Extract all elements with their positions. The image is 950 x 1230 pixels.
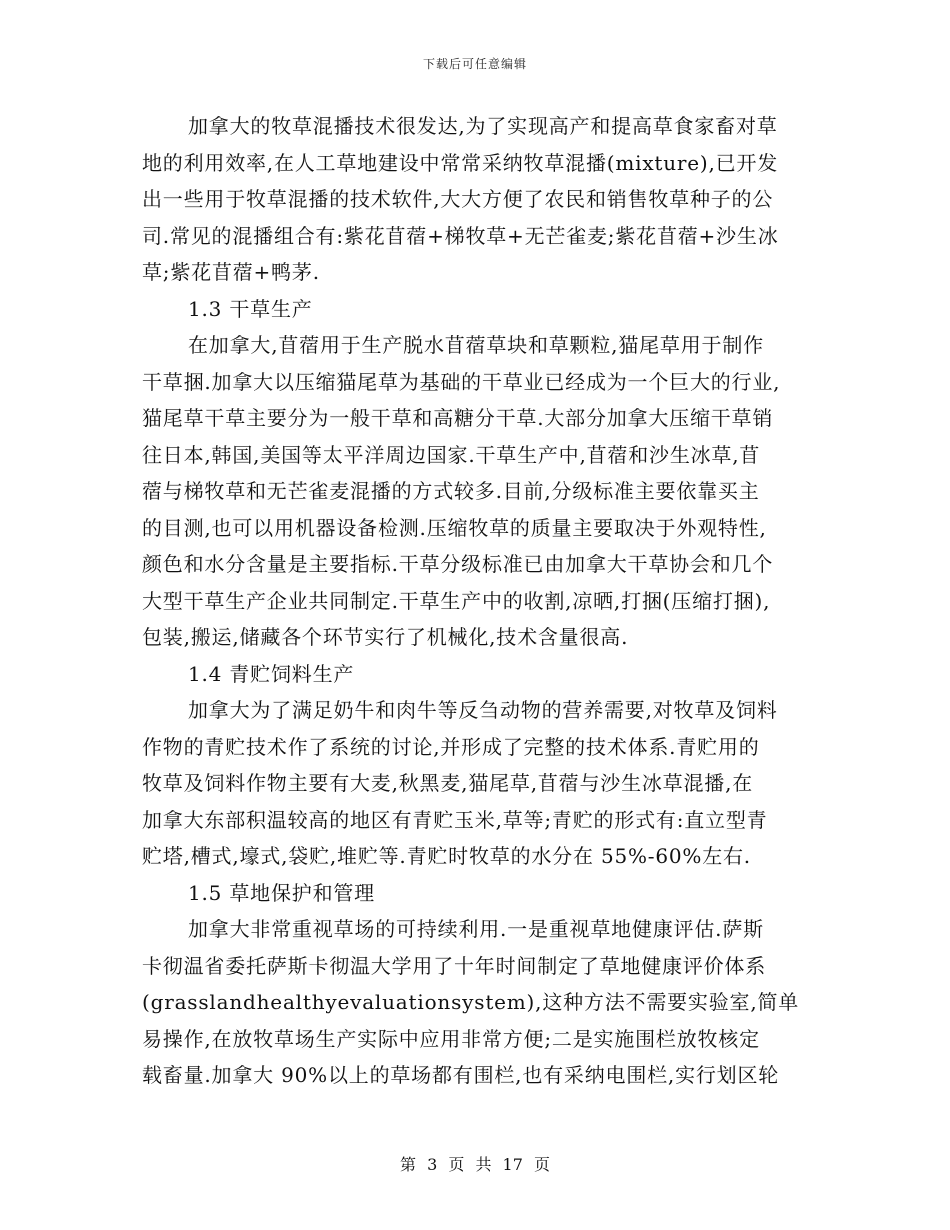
paragraph-line: 猫尾草干草主要分为一般干草和高糖分干草.大部分加拿大压缩干草销 [142,406,774,430]
paragraph-line: 在加拿大,苜蓿用于生产脱水苜蓿草块和草颗粒,猫尾草用于制作 [188,333,764,357]
paragraph-line: 载畜量.加拿大 90%以上的草场都有围栏,也有采纳电围栏,实行划区轮 [142,1063,780,1087]
paragraph-line: 出一些用于牧草混播的技术软件,大大方便了农民和销售牧草种子的公 [142,187,774,211]
paragraph-line: 牧草及饲料作物主要有大麦,秋黑麦,猫尾草,苜蓿与沙生冰草混播,在 [142,771,754,795]
paragraph-line: (grasslandhealthyevaluationsystem),这种方法不需要实验室,简单 [142,990,800,1014]
paragraph-line: 加拿大东部积温较高的地区有青贮玉米,草等;青贮的形式有:直立型青 [142,807,768,832]
paragraph-line: 颜色和水分含量是主要指标.干草分级标准已由加拿大干草协会和几个 [142,552,774,576]
section-heading: 1.3 干草生产 [188,296,313,321]
paragraph-line: 大型干草生产企业共同制定.干草生产中的收割,凉晒,打捆(压缩打捆), [142,588,771,613]
section-heading: 1.5 草地保护和管理 [188,880,375,905]
paragraph-line: 干草捆.加拿大以压缩猫尾草为基础的干草业已经成为一个巨大的行业, [142,369,781,394]
paragraph-line: 卡彻温省委托萨斯卡彻温大学用了十年时间制定了草地健康评价体系 [142,953,766,978]
paragraph-line: 地的利用效率,在人工草地建设中常常采纳牧草混播(mixture),已开发 [142,150,779,175]
section-heading: 1.4 青贮饲料生产 [188,661,355,686]
paragraph-line: 贮塔,槽式,壕式,袋贮,堆贮等.青贮时牧草的水分在 55%-60%左右. [142,844,751,868]
paragraph-line: 加拿大为了满足奶牛和肉牛等反刍动物的营养需要,对牧草及饲料 [188,698,778,722]
document-body [142,108,810,1094]
paragraph-line: 往日本,韩国,美国等太平洋周边国家.干草生产中,苜蓿和沙生冰草,苜 [142,442,761,467]
paragraph-line: 易操作,在放牧草场生产实际中应用非常方便;二是实施围栏放牧核定 [142,1026,760,1051]
paragraph-line: 包装,搬运,储藏各个环节实行了机械化,技术含量很高. [142,625,629,649]
paragraph-line: 草;紫花苜蓿+鸭茅. [142,260,320,284]
page-footer: 第 3 页 共 17 页 [400,1155,550,1174]
paragraph-line: 加拿大的牧草混播技术很发达,为了实现高产和提高草食家畜对草 [188,114,778,138]
paragraph-line: 加拿大非常重视草场的可持续利用.一是重视草地健康评估.萨斯 [188,917,764,941]
paragraph-line: 作物的青贮技术作了系统的讨论,并形成了完整的技术体系.青贮用的 [142,734,760,759]
paragraph-line: 司.常见的混播组合有:紫花苜蓿+梯牧草+无芒雀麦;紫花苜蓿+沙生冰 [142,223,779,248]
paragraph-line: 的目测,也可以用机器设备检测.压缩牧草的质量主要取决于外观特性, [142,515,767,540]
page-header: 下载后可任意编辑 [422,57,527,71]
paragraph-line: 蓿与梯牧草和无芒雀麦混播的方式较多.目前,分级标准主要依靠买主 [142,479,760,503]
